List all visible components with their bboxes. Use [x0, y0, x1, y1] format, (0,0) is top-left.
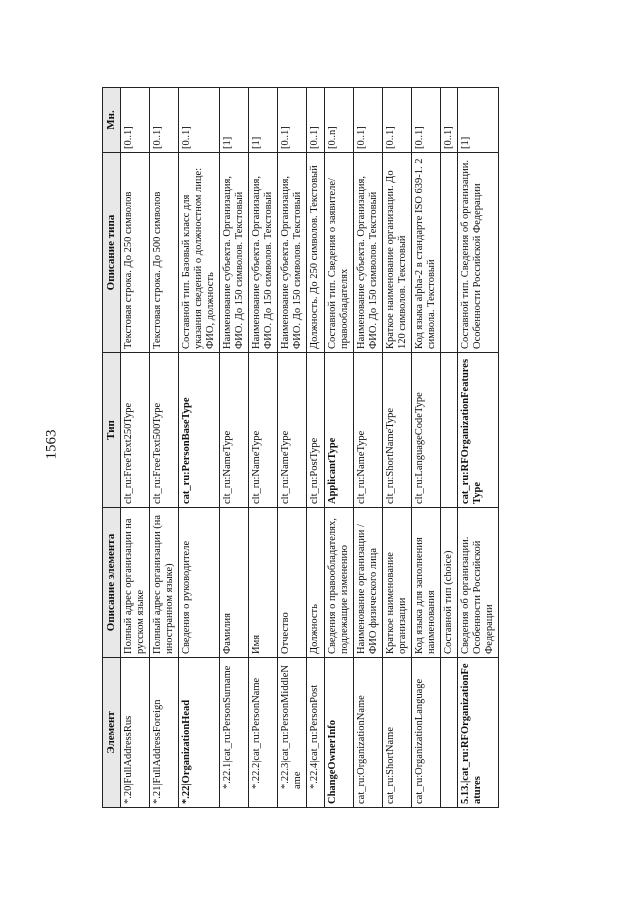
cell-type-description: Наименование субъекта. Организация, ФИО. До 150 символов. Текстовый	[220, 153, 249, 353]
table-row	[382, 88, 411, 808]
table-row	[411, 88, 440, 808]
cell-type-description: Составной тип. Сведения о заявителе/правообладателях	[324, 153, 353, 353]
cell-element: cat_ru:ShortName	[382, 658, 411, 808]
cell-element: *.22|OrganizationHead	[178, 658, 219, 808]
cell-element-description: Фамилия	[220, 508, 249, 658]
cell-element-description: Наименование организации / ФИО физического лица	[353, 508, 382, 658]
cell-element-description: Полный адрес организации на русском языке	[120, 508, 149, 658]
cell-element: *.22.4|cat_ru:PersonPost	[307, 658, 324, 808]
cell-type-description: Составной тип. Базовый класс для указания сведений о должностном лице: ФИО, должность	[178, 153, 219, 353]
cell-type: cat_ru:PersonBaseType	[178, 353, 219, 508]
cell-element-description: Код языка для заполнения наименования	[411, 508, 440, 658]
table-row	[324, 88, 353, 808]
cell-type-description	[441, 153, 458, 353]
cell-element-description: Полный адрес организации (на иностранном языке)	[149, 508, 178, 658]
cell-element-description: Сведения о руководителе	[178, 508, 219, 658]
cell-multiplicity: [1]	[458, 88, 499, 153]
cell-element: cat_ru:OrganizationName	[353, 658, 382, 808]
table-row	[307, 88, 324, 808]
table-row	[353, 88, 382, 808]
table-row	[441, 88, 458, 808]
table-row	[149, 88, 178, 808]
cell-type: clt_ru:NameType	[353, 353, 382, 508]
cell-element: *.20|FullAddressRus	[120, 658, 149, 808]
cell-multiplicity: [1]	[220, 88, 249, 153]
header-type-description: Описание типа	[103, 153, 121, 353]
cell-multiplicity: [1]	[249, 88, 278, 153]
cell-element: *.22.3|cat_ru:PersonMiddleName	[278, 658, 307, 808]
cell-multiplicity: [0..1]	[353, 88, 382, 153]
cell-multiplicity: [0..1]	[120, 88, 149, 153]
table-header-row	[103, 88, 121, 808]
cell-type-description: Текстовая строка. До 500 символов	[149, 153, 178, 353]
table-row	[249, 88, 278, 808]
cell-type-description: Код языка alpha-2 в стандарте ISO 639-1. 2 символа. Текстовый	[411, 153, 440, 353]
header-multiplicity: Мн.	[103, 88, 121, 153]
header-element-description: Описание элемента	[103, 508, 121, 658]
cell-type: clt_ru:NameType	[278, 353, 307, 508]
cell-type: ApplicantType	[324, 353, 353, 508]
cell-multiplicity: [0..1]	[441, 88, 458, 153]
cell-element-description: Сведения о правообладателях, подлежащие изменению	[324, 508, 353, 658]
cell-multiplicity: [0..1]	[411, 88, 440, 153]
cell-element-description: Имя	[249, 508, 278, 658]
cell-element-description: Отчество	[278, 508, 307, 658]
cell-type: clt_ru:FreeText250Type	[120, 353, 149, 508]
header-element: Элемент	[103, 658, 121, 808]
cell-type-description: Текстовая строка. До 250 символов	[120, 153, 149, 353]
cell-multiplicity: [0..n]	[324, 88, 353, 153]
cell-type: clt_ru:ShortNameType	[382, 353, 411, 508]
cell-type: clt_ru:NameType	[249, 353, 278, 508]
cell-element	[441, 658, 458, 808]
cell-element-description: Составной тип (choice)	[441, 508, 458, 658]
cell-type: clt_ru:NameType	[220, 353, 249, 508]
cell-element-description: Должность	[307, 508, 324, 658]
cell-multiplicity: [0..1]	[307, 88, 324, 153]
cell-element: cat_ru:OrganizationLanguage	[411, 658, 440, 808]
cell-element-description: Сведения об организации. Особенности Российской Федерации	[458, 508, 499, 658]
cell-element-description: Краткое наименование организации	[382, 508, 411, 658]
cell-element: ChangeOwnerInfo	[324, 658, 353, 808]
cell-type-description: Наименование субъекта. Организация, ФИО. До 150 символов. Текстовый	[353, 153, 382, 353]
cell-type-description: Должность. До 250 символов. Текстовый	[307, 153, 324, 353]
cell-type-description: Наименование субъекта. Организация, ФИО. До 150 символов. Текстовый	[249, 153, 278, 353]
elements-table	[102, 87, 499, 808]
cell-element: *.22.2|cat_ru:PersonName	[249, 658, 278, 808]
cell-multiplicity: [0..1]	[149, 88, 178, 153]
cell-multiplicity: [0..1]	[278, 88, 307, 153]
cell-element: *.22.1|cat_ru:PersonSurname	[220, 658, 249, 808]
table-row	[120, 88, 149, 808]
cell-type	[441, 353, 458, 508]
cell-multiplicity: [0..1]	[178, 88, 219, 153]
table-row	[220, 88, 249, 808]
cell-type-description: Составной тип. Сведения об организации. Особенности Российской Федерации	[458, 153, 499, 353]
cell-multiplicity: [0..1]	[382, 88, 411, 153]
table-row	[178, 88, 219, 808]
table-row	[458, 88, 499, 808]
cell-type-description: Наименование субъекта. Организация, ФИО. До 150 символов. Текстовый	[278, 153, 307, 353]
cell-type: cat_ru:RFOrganizationFeaturesType	[458, 353, 499, 508]
cell-type: clt_ru:FreeText500Type	[149, 353, 178, 508]
table-row	[278, 88, 307, 808]
rotated-table-container	[102, 88, 556, 808]
page-number: 1563	[43, 429, 60, 460]
cell-type: clt_ru:LanguageCodeType	[411, 353, 440, 508]
cell-element: 5.13.|cat_ru:RFOrganizationFeatures	[458, 658, 499, 808]
cell-type: clt_ru:PostType	[307, 353, 324, 508]
cell-type-description: Краткое наименование организации. До 120 символов. Текстовый	[382, 153, 411, 353]
header-type: Тип	[103, 353, 121, 508]
cell-element: *.21|FullAddressForeign	[149, 658, 178, 808]
